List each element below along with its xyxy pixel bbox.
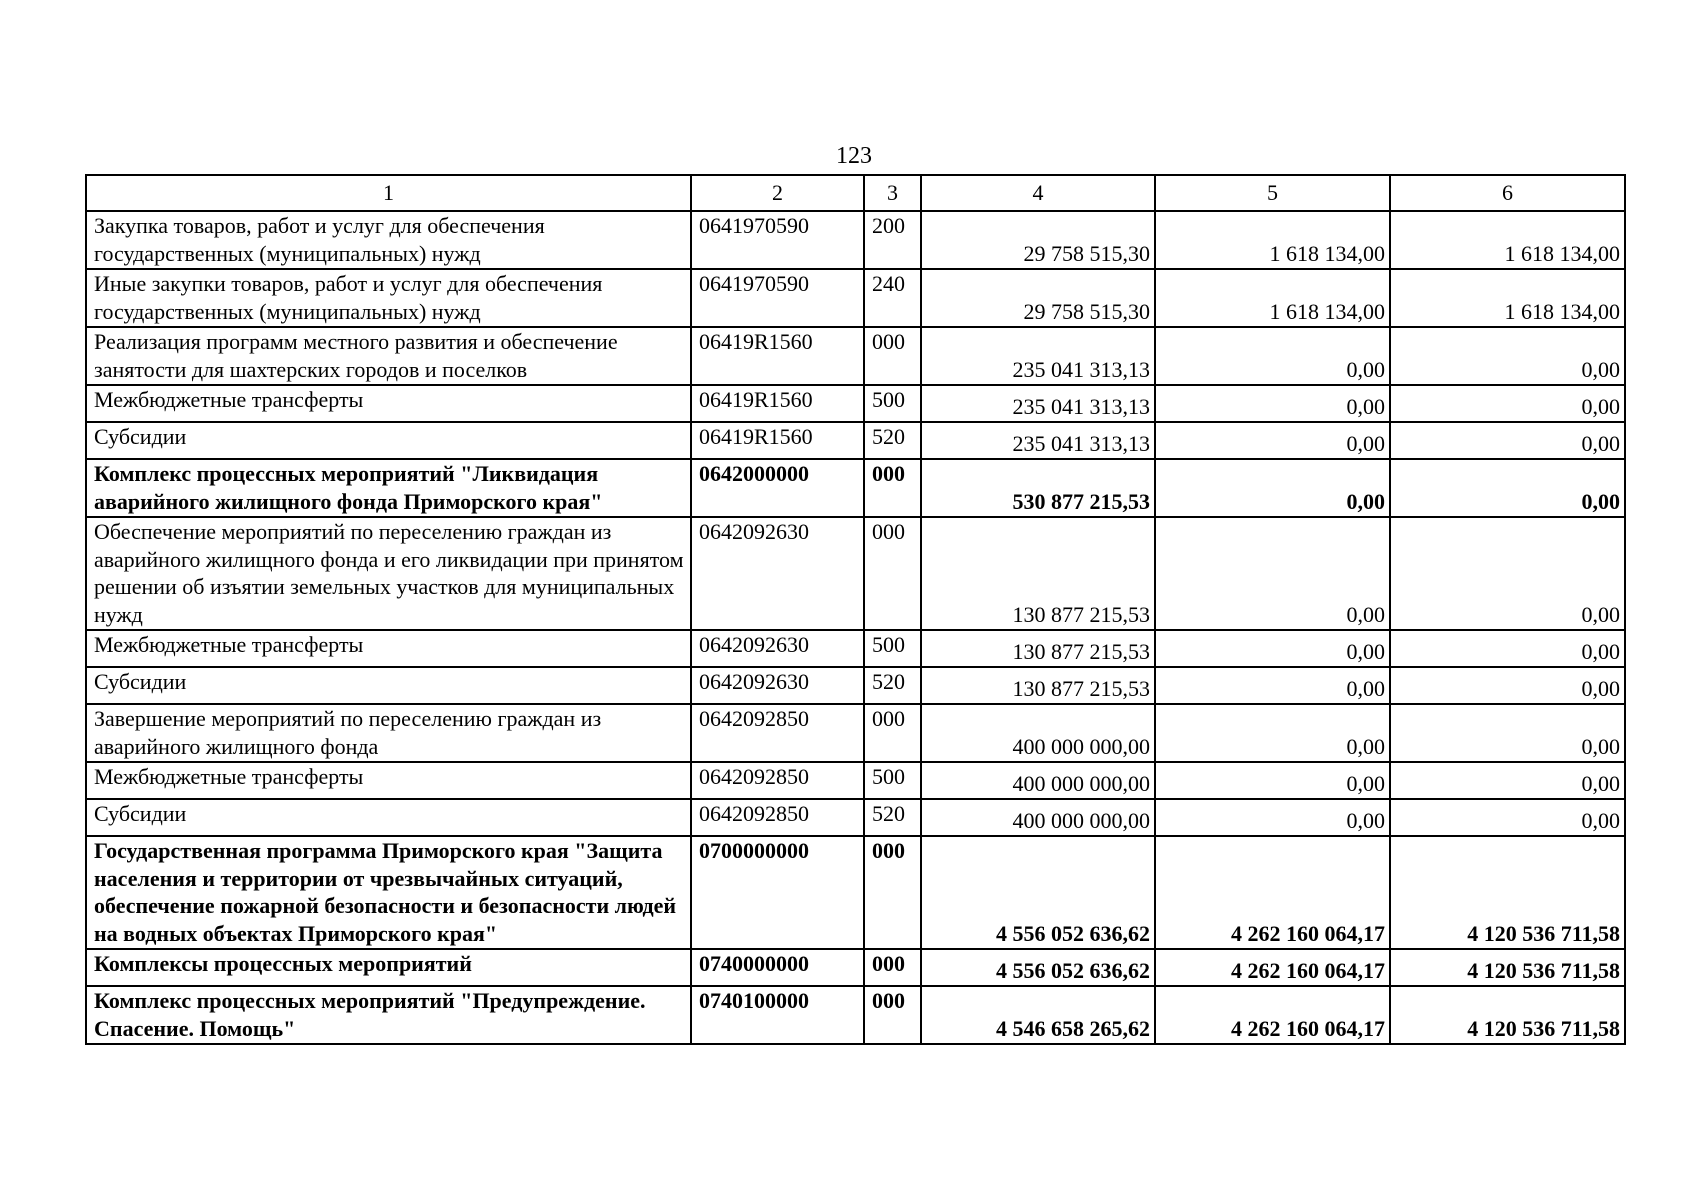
table-row <box>86 517 1625 630</box>
row-name: Субсидии <box>86 422 691 459</box>
page-number: 123 <box>836 143 872 169</box>
row-kind: 000 <box>864 327 921 385</box>
row-kind: 000 <box>864 704 921 762</box>
row-value-4: 530 877 215,53 <box>921 459 1155 517</box>
row-value-5: 4 262 160 064,17 <box>1155 986 1390 1044</box>
table-row <box>86 327 1625 385</box>
row-code: 0641970590 <box>691 211 864 269</box>
row-value-4: 400 000 000,00 <box>921 704 1155 762</box>
table-row <box>86 211 1625 269</box>
row-name: Закупка товаров, работ и услуг для обеспечения государственных (муниципальных) нужд <box>86 211 691 269</box>
header-col-5: 5 <box>1155 175 1390 211</box>
row-code: 06419R1560 <box>691 422 864 459</box>
row-code: 0642092850 <box>691 762 864 799</box>
row-kind: 000 <box>864 986 921 1044</box>
row-value-4: 235 041 313,13 <box>921 422 1155 459</box>
row-kind: 240 <box>864 269 921 327</box>
table-row <box>86 630 1625 667</box>
row-kind: 000 <box>864 517 921 630</box>
row-name: Завершение мероприятий по переселению граждан из аварийного жилищного фонда <box>86 704 691 762</box>
row-kind: 000 <box>864 949 921 986</box>
row-value-4: 235 041 313,13 <box>921 327 1155 385</box>
row-value-4: 4 546 658 265,62 <box>921 986 1155 1044</box>
row-name: Межбюджетные трансферты <box>86 762 691 799</box>
row-value-4: 29 758 515,30 <box>921 211 1155 269</box>
row-value-6: 0,00 <box>1390 799 1625 836</box>
row-code: 0642000000 <box>691 459 864 517</box>
row-kind: 500 <box>864 630 921 667</box>
row-code: 0642092850 <box>691 799 864 836</box>
row-value-5: 4 262 160 064,17 <box>1155 949 1390 986</box>
row-value-6: 0,00 <box>1390 667 1625 704</box>
row-value-4: 130 877 215,53 <box>921 517 1155 630</box>
table-row <box>86 459 1625 517</box>
row-value-5: 0,00 <box>1155 630 1390 667</box>
row-code: 0740100000 <box>691 986 864 1044</box>
header-col-6: 6 <box>1390 175 1625 211</box>
row-value-4: 400 000 000,00 <box>921 762 1155 799</box>
table-row <box>86 762 1625 799</box>
row-name: Государственная программа Приморского края "Защита населения и территории от чрезвычайных ситуаций, обеспечение пожарной безопасности и безопасности людей на водных объектах Приморского края" <box>86 836 691 949</box>
row-value-4: 4 556 052 636,62 <box>921 836 1155 949</box>
row-value-5: 0,00 <box>1155 704 1390 762</box>
row-code: 06419R1560 <box>691 385 864 422</box>
header-col-1: 1 <box>86 175 691 211</box>
row-kind: 500 <box>864 385 921 422</box>
row-value-6: 4 120 536 711,58 <box>1390 986 1625 1044</box>
row-value-4: 400 000 000,00 <box>921 799 1155 836</box>
row-value-5: 4 262 160 064,17 <box>1155 836 1390 949</box>
row-value-5: 0,00 <box>1155 422 1390 459</box>
row-code: 0642092630 <box>691 667 864 704</box>
row-value-5: 0,00 <box>1155 517 1390 630</box>
row-name: Межбюджетные трансферты <box>86 630 691 667</box>
row-value-6: 4 120 536 711,58 <box>1390 949 1625 986</box>
budget-table <box>85 174 1626 1045</box>
table-row <box>86 269 1625 327</box>
row-kind: 520 <box>864 799 921 836</box>
row-value-5: 1 618 134,00 <box>1155 269 1390 327</box>
row-code: 0641970590 <box>691 269 864 327</box>
row-name: Обеспечение мероприятий по переселению граждан из аварийного жилищного фонда и его ликвидации при принятом решении об изъятии земельных участков для муниципальных нужд <box>86 517 691 630</box>
row-kind: 000 <box>864 836 921 949</box>
row-kind: 500 <box>864 762 921 799</box>
table-row <box>86 949 1625 986</box>
row-value-5: 0,00 <box>1155 459 1390 517</box>
header-col-4: 4 <box>921 175 1155 211</box>
row-value-5: 0,00 <box>1155 327 1390 385</box>
row-name: Комплекс процессных мероприятий "Предупреждение. Спасение. Помощь" <box>86 986 691 1044</box>
row-value-4: 235 041 313,13 <box>921 385 1155 422</box>
row-value-5: 0,00 <box>1155 385 1390 422</box>
row-value-5: 0,00 <box>1155 667 1390 704</box>
row-value-5: 1 618 134,00 <box>1155 211 1390 269</box>
row-value-6: 1 618 134,00 <box>1390 269 1625 327</box>
table-row <box>86 422 1625 459</box>
row-value-6: 0,00 <box>1390 517 1625 630</box>
header-col-3: 3 <box>864 175 921 211</box>
row-kind: 000 <box>864 459 921 517</box>
row-value-5: 0,00 <box>1155 799 1390 836</box>
row-name: Иные закупки товаров, работ и услуг для обеспечения государственных (муниципальных) нужд <box>86 269 691 327</box>
row-value-6: 0,00 <box>1390 459 1625 517</box>
row-value-6: 0,00 <box>1390 385 1625 422</box>
table-header-row <box>86 175 1625 211</box>
row-kind: 520 <box>864 667 921 704</box>
table-row <box>86 836 1625 949</box>
row-code: 0740000000 <box>691 949 864 986</box>
row-name: Субсидии <box>86 667 691 704</box>
row-kind: 200 <box>864 211 921 269</box>
row-value-6: 0,00 <box>1390 762 1625 799</box>
row-kind: 520 <box>864 422 921 459</box>
row-value-4: 130 877 215,53 <box>921 630 1155 667</box>
row-value-6: 0,00 <box>1390 422 1625 459</box>
table-row <box>86 385 1625 422</box>
table-row <box>86 799 1625 836</box>
row-value-4: 4 556 052 636,62 <box>921 949 1155 986</box>
row-name: Комплексы процессных мероприятий <box>86 949 691 986</box>
table-row <box>86 667 1625 704</box>
row-value-6: 4 120 536 711,58 <box>1390 836 1625 949</box>
row-code: 0700000000 <box>691 836 864 949</box>
row-value-6: 0,00 <box>1390 327 1625 385</box>
row-value-6: 1 618 134,00 <box>1390 211 1625 269</box>
header-col-2: 2 <box>691 175 864 211</box>
row-value-6: 0,00 <box>1390 630 1625 667</box>
row-code: 0642092630 <box>691 517 864 630</box>
table-row <box>86 704 1625 762</box>
row-value-6: 0,00 <box>1390 704 1625 762</box>
row-code: 0642092630 <box>691 630 864 667</box>
row-code: 0642092850 <box>691 704 864 762</box>
row-code: 06419R1560 <box>691 327 864 385</box>
row-name: Субсидии <box>86 799 691 836</box>
row-value-4: 29 758 515,30 <box>921 269 1155 327</box>
row-name: Межбюджетные трансферты <box>86 385 691 422</box>
row-value-4: 130 877 215,53 <box>921 667 1155 704</box>
row-value-5: 0,00 <box>1155 762 1390 799</box>
row-name: Комплекс процессных мероприятий "Ликвидация аварийного жилищного фонда Приморского края" <box>86 459 691 517</box>
table-row <box>86 986 1625 1044</box>
row-name: Реализация программ местного развития и обеспечение занятости для шахтерских городов и поселков <box>86 327 691 385</box>
